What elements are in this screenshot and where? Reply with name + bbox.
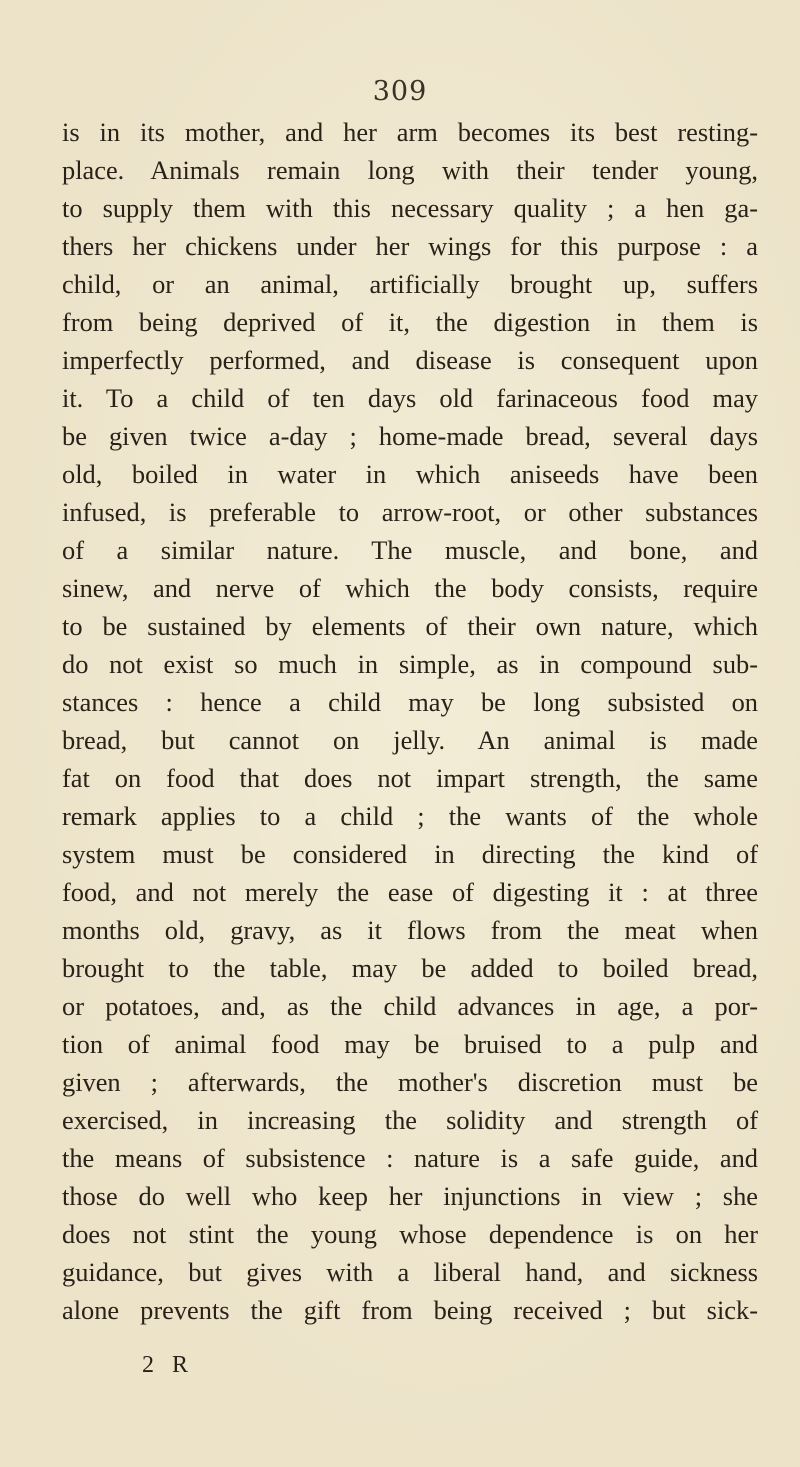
text-line: is in its mother, and her arm becomes its best resting- (62, 117, 758, 147)
text-line: bread, but cannot on jelly. An animal is made (62, 725, 758, 755)
text-line: exercised, in increasing the solidity and strength of (62, 1105, 758, 1135)
text-line: old, boiled in water in which aniseeds have been (62, 459, 758, 489)
text-line: those do well who keep her injunctions in view ; she (62, 1181, 758, 1211)
text-line: remark applies to a child ; the wants of the whole (62, 801, 758, 831)
text-line: the means of subsistence : nature is a safe guide, and (62, 1143, 758, 1173)
text-line: from being deprived of it, the digestion in them is (62, 307, 758, 337)
text-line: guidance, but gives with a liberal hand, and sickness (62, 1257, 758, 1287)
text-line: or potatoes, and, as the child advances in age, a por- (62, 991, 758, 1021)
text-line: child, or an animal, artificially brought up, suffers (62, 269, 758, 299)
text-line: it. To a child of ten days old farinaceous food may (62, 383, 758, 413)
text-line: food, and not merely the ease of digesting it : at three (62, 877, 758, 907)
text-line: place. Animals remain long with their tender young, (62, 155, 758, 185)
text-line: fat on food that does not impart strength, the same (62, 763, 758, 793)
body-text (62, 113, 758, 1329)
text-line: system must be considered in directing the kind of (62, 839, 758, 869)
signature-mark: 2 R (142, 1352, 195, 1378)
text-line: given ; afterwards, the mother's discretion must be (62, 1067, 758, 1097)
text-line: does not stint the young whose dependence is on her (62, 1219, 758, 1249)
text-line: tion of animal food may be bruised to a pulp and (62, 1029, 758, 1059)
text-line: to supply them with this necessary quality ; a hen ga- (62, 193, 758, 223)
text-line: alone prevents the gift from being received ; but sick- (62, 1295, 758, 1325)
text-line: do not exist so much in simple, as in compound sub- (62, 649, 758, 679)
text-line: of a similar nature. The muscle, and bone, and (62, 535, 758, 565)
text-line: be given twice a-day ; home-made bread, several days (62, 421, 758, 451)
text-line: sinew, and nerve of which the body consists, require (62, 573, 758, 603)
text-line: brought to the table, may be added to boiled bread, (62, 953, 758, 983)
text-line: thers her chickens under her wings for this purpose : a (62, 231, 758, 261)
text-line: to be sustained by elements of their own nature, which (62, 611, 758, 641)
text-line: months old, gravy, as it flows from the meat when (62, 915, 758, 945)
page-number: 309 (372, 76, 428, 107)
text-line: infused, is preferable to arrow-root, or other substances (62, 497, 758, 527)
text-line: imperfectly performed, and disease is consequent upon (62, 345, 758, 375)
text-line: stances : hence a child may be long subsisted on (62, 687, 758, 717)
